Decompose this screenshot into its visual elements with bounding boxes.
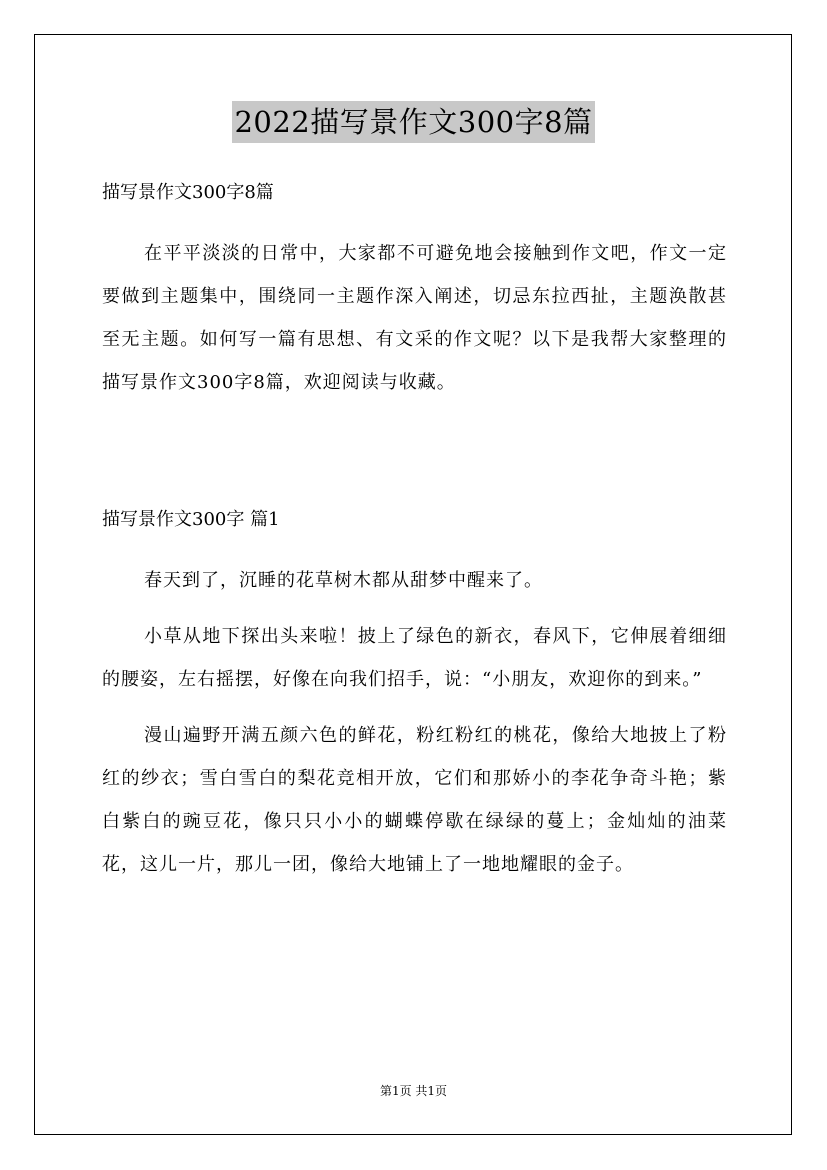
document-subtitle: 描写景作文300字8篇 <box>102 182 274 203</box>
body-paragraph: 小草从地下探出头来啦！披上了绿色的新衣，春风下，它伸展着细细的腰姿，左右摇摆，好像在向我们招手，说：“小朋友，欢迎你的到来。” <box>102 626 727 690</box>
section-heading: 描写景作文300字 篇1 <box>102 509 280 530</box>
body-paragraph: 漫山遍野开满五颜六色的鲜花，粉红粉红的桃花，像给大地披上了粉红的纱衣；雪白雪白的梨花竞相开放，它们和那娇小的李花争奇斗艳；紫白紫白的豌豆花，像只只小小的蝴蝶停歇在绿绿的蔓上；金灿灿的油菜花，这儿一片，那儿一团，像给大地铺上了一地地耀眼的金子。 <box>102 725 727 875</box>
intro-paragraph: 在平平淡淡的日常中，大家都不可避免地会接触到作文吧，作文一定要做到主题集中，围绕同一主题作深入阐述，切忌东拉西扯，主题涣散甚至无主题。如何写一篇有思想、有文采的作文呢？以下是我帮大家整理的描写景作文300字8篇，欢迎阅读与收藏。 <box>102 243 727 393</box>
body-paragraph: 春天到了，沉睡的花草树木都从甜梦中醒来了。 <box>144 570 543 591</box>
section-body <box>102 559 727 899</box>
document-title: 2022描写景作文300字8篇 <box>232 101 594 143</box>
page-footer: 第1页 共1页 <box>379 1084 448 1098</box>
document-title-block <box>0 101 827 143</box>
